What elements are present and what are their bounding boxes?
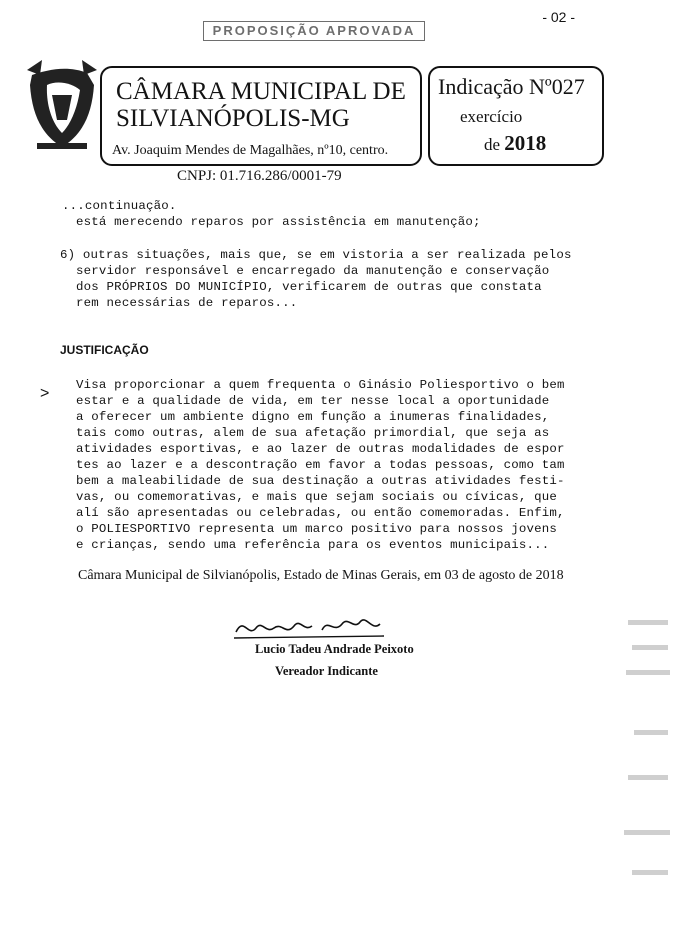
justification-line-4: atividades esportivas, e ao lazer de outras modalidades de espor <box>76 442 565 456</box>
body-line-0: ...continuação. <box>62 199 177 213</box>
justification-line-6: bem a maleabilidade de sua destinação a outras atividades festi- <box>76 474 565 488</box>
cnpj: CNPJ: 01.716.286/0001-79 <box>177 168 342 184</box>
year-prefix: de <box>484 135 501 154</box>
justification-line-5: tes ao lazer e a descontração em favor a todas pessoas, como tam <box>76 458 565 472</box>
place-date: Câmara Municipal de Silvianópolis, Estado de Minas Gerais, em 03 de agosto de 2018 <box>78 568 564 583</box>
body-line-1: está merecendo reparos por assistência em manutenção; <box>76 215 481 229</box>
coat-of-arms-icon <box>22 55 102 155</box>
exercicio-label: exercício <box>460 107 523 126</box>
indicacao-title: Indicação Nº027 <box>438 74 585 99</box>
signer-name: Lucio Tadeu Andrade Peixoto <box>255 642 414 656</box>
justification-line-2: a oferecer um ambiente digno em função a inumeras finalidades, <box>76 410 550 424</box>
body-line-3: servidor responsável e encarregado da manutenção e conservação <box>76 264 550 278</box>
body-line-2: 6) outras situações, mais que, se em vistoria a ser realizada pelos <box>60 248 572 262</box>
chamber-title-line1: CÂMARA MUNICIPAL DE <box>116 78 406 105</box>
signer-role: Vereador Indicante <box>275 664 378 678</box>
year-value: 2018 <box>504 131 547 155</box>
chamber-title <box>116 78 406 132</box>
justification-line-1: estar e a qualidade de vida, em ter nesse local a oportunidade <box>76 394 550 408</box>
justification-line-3: tais como outras, alem de sua afetação primordial, que seja as <box>76 426 550 440</box>
exercicio-year <box>484 131 546 156</box>
justification-line-10: e crianças, sendo uma referência para os eventos municipais... <box>76 538 550 552</box>
body-line-4: dos PRÓPRIOS DO MUNICÍPIO, verificarem de outras que constata <box>76 280 542 294</box>
approval-stamp: PROPOSIÇÃO APROVADA <box>203 21 425 41</box>
justification-line-9: o POLIESPORTIVO representa um marco positivo para nossos jovens <box>76 522 558 536</box>
section-title: JUSTIFICAÇÃO <box>60 343 149 357</box>
chamber-address: Av. Joaquim Mendes de Magalhães, nº10, centro. <box>112 143 389 158</box>
chamber-title-line2: SILVIANÓPOLIS-MG <box>116 105 350 132</box>
margin-mark: > <box>40 385 50 402</box>
scan-artifact <box>598 600 678 890</box>
body-line-5: rem necessárias de reparos... <box>76 296 298 310</box>
justification-line-0: Visa proporcionar a quem frequenta o Ginásio Poliesportivo o bem <box>76 378 565 392</box>
justification-line-7: vas, ou comemorativas, e mais que sejam sociais ou cívicas, que <box>76 490 558 504</box>
page-number: - 02 - <box>542 9 575 25</box>
justification-line-8: alí são apresentadas ou celebradas, ou então comemoradas. Enfim, <box>76 506 565 520</box>
